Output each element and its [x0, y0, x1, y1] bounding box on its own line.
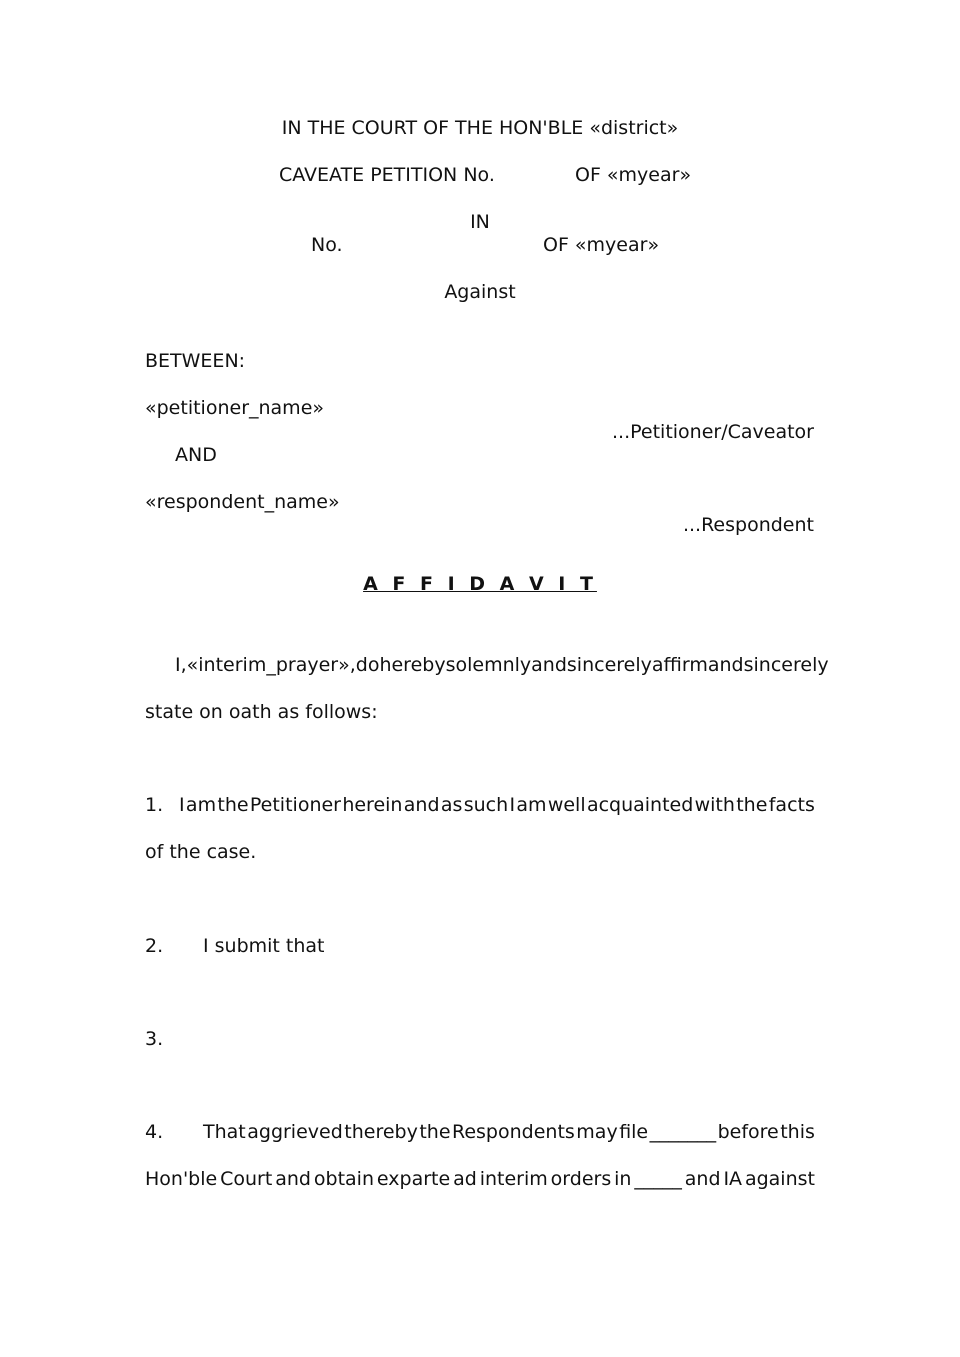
caveat-petition-year-label: OF «myear»: [575, 164, 692, 186]
word: hereby: [379, 654, 446, 676]
intro-line-1: [175, 653, 829, 677]
item-3-number: 3.: [145, 1028, 164, 1050]
word: and: [275, 1168, 311, 1190]
word: ad: [453, 1168, 477, 1190]
word: this: [780, 1121, 815, 1143]
word: against: [744, 1168, 815, 1190]
against-label: Against: [444, 281, 516, 303]
item-4-number: 4.: [145, 1121, 164, 1143]
and-label: AND: [175, 444, 217, 466]
word: Hon'ble: [145, 1168, 218, 1190]
petitioner-role: ...Petitioner/Caveator: [612, 421, 814, 443]
word: and: [403, 794, 440, 816]
item-2-number: 2.: [145, 935, 164, 957]
word: before: [717, 1121, 779, 1143]
word: «interim_prayer»,: [186, 654, 356, 676]
item-4-line-1: [203, 1120, 815, 1144]
caveat-petition-number-label: CAVEATE PETITION No.: [279, 164, 495, 186]
item-1-number: 1.: [145, 794, 164, 816]
word: _______: [649, 1121, 717, 1143]
word: interim: [479, 1168, 548, 1190]
word: aggrieved: [247, 1121, 343, 1143]
intro-line-2: state on oath as follows:: [145, 701, 378, 723]
word: I: [179, 794, 185, 816]
word: file: [619, 1121, 649, 1143]
court-heading: IN THE COURT OF THE HON'BLE «district»: [281, 117, 679, 139]
word: herein: [342, 794, 403, 816]
word: am: [185, 794, 217, 816]
word: Court: [220, 1168, 273, 1190]
word: acquainted: [586, 794, 694, 816]
respondent-role: ...Respondent: [682, 514, 814, 536]
word: and: [707, 654, 744, 676]
word: in: [614, 1168, 632, 1190]
word: with: [694, 794, 735, 816]
word: well: [547, 794, 586, 816]
word: am: [516, 794, 547, 816]
word: solemnly: [445, 654, 532, 676]
word: I,: [175, 654, 187, 676]
word: _____: [634, 1168, 682, 1190]
word: sincerely: [566, 654, 652, 676]
in-label: IN: [470, 211, 490, 233]
case-number-label: No.: [311, 234, 343, 256]
word: exparte: [376, 1168, 451, 1190]
word: and: [684, 1168, 721, 1190]
word: IA: [723, 1168, 743, 1190]
item-4-line-2: [145, 1167, 815, 1191]
word: as: [440, 794, 463, 816]
word: orders: [550, 1168, 612, 1190]
respondent-name: «respondent_name»: [145, 491, 340, 513]
word: That: [203, 1121, 246, 1143]
word: the: [736, 794, 768, 816]
word: affirm: [651, 654, 708, 676]
word: the: [419, 1121, 451, 1143]
item-1-line-2: of the case.: [145, 841, 257, 863]
word: facts: [768, 794, 815, 816]
word: I: [509, 794, 516, 816]
word: such: [463, 794, 509, 816]
case-year-label: OF «myear»: [543, 234, 660, 256]
word: sincerely: [743, 654, 829, 676]
word: the: [217, 794, 249, 816]
word: and: [531, 654, 567, 676]
between-label: BETWEEN:: [145, 350, 246, 372]
word: obtain: [313, 1168, 374, 1190]
item-2-text: I submit that: [203, 935, 325, 957]
word: do: [355, 654, 380, 676]
word: Petitioner: [249, 794, 341, 816]
word: Respondents: [452, 1121, 575, 1143]
word: may: [576, 1121, 618, 1143]
affidavit-title: A F F I D A V I T: [363, 573, 597, 595]
word: thereby: [344, 1121, 418, 1143]
item-1-line-1: [179, 793, 815, 817]
petitioner-name: «petitioner_name»: [145, 397, 325, 419]
